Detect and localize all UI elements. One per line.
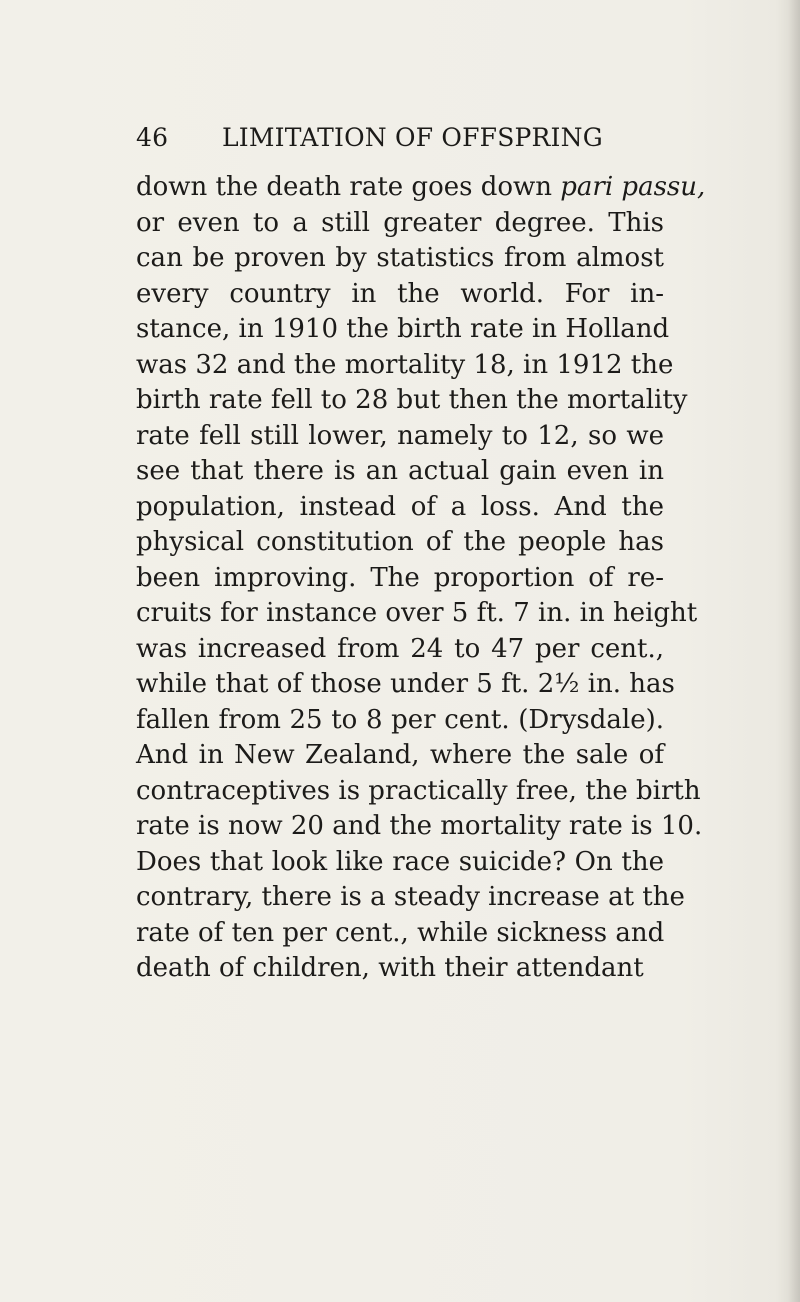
text-line <box>136 738 664 774</box>
text-line <box>136 845 664 881</box>
text-line <box>136 419 664 455</box>
running-title: LIMITATION OF OFFSPRING <box>222 123 603 152</box>
text-line-segment: fallen from 25 to 8 per cent. (Drysdale). <box>136 704 664 735</box>
text-line <box>136 632 664 668</box>
text-line-segment: Does that look like race suicide? On the <box>136 846 664 877</box>
text-line <box>136 667 675 703</box>
text-line-segment: cruits for instance over 5 ft. 7 in. in height <box>136 598 698 628</box>
text-line <box>136 206 664 242</box>
text-line-segment: stance, in 1910 the birth rate in Holland <box>136 314 670 344</box>
text-line <box>136 951 664 987</box>
text-line-segment: been improving. The proportion of re- <box>136 562 664 593</box>
text-line <box>136 383 688 419</box>
text-line <box>136 809 703 845</box>
text-line-segment: birth rate fell to 28 but then the mortality <box>136 385 688 415</box>
text-line-segment: rate is now 20 and the mortality rate is 10. <box>136 811 703 841</box>
text-line <box>136 241 664 277</box>
page-header <box>136 120 664 156</box>
text-line-segment: down the death rate goes down <box>136 172 561 202</box>
text-line-segment: every country in the world. For in- <box>136 278 664 309</box>
text-line <box>136 596 698 632</box>
text-line-segment: while that of those under 5 ft. 2½ in. has <box>136 669 675 699</box>
text-line <box>136 490 664 526</box>
text-line <box>136 916 664 952</box>
text-line <box>136 880 685 916</box>
text-line <box>136 774 701 810</box>
text-line <box>136 561 664 597</box>
text-line-segment: was 32 and the mortality 18, in 1912 the <box>136 349 674 380</box>
text-line-segment: And in New Zealand, where the sale of <box>136 740 664 770</box>
text-line-segment: see that there is an actual gain even in <box>136 456 664 486</box>
page-edge-shadow <box>788 0 800 1302</box>
text-line-segment: or even to a still greater degree. This <box>136 207 664 238</box>
text-line <box>136 170 706 206</box>
text-line-segment: rate fell still lower, namely to 12, so we <box>136 420 664 451</box>
text-line-segment: population, instead of a loss. And the <box>136 491 664 522</box>
text-line <box>136 525 664 561</box>
text-line <box>136 454 664 490</box>
text-line-segment: was increased from 24 to 47 per cent., <box>136 633 664 664</box>
text-line <box>136 348 674 384</box>
page-number: 46 <box>136 123 169 152</box>
text-line-segment: contraceptives is practically free, the birth <box>136 775 701 806</box>
italic-phrase: pari passu, <box>560 172 706 202</box>
text-line-segment: death of children, with their attendant <box>136 953 644 983</box>
text-line-segment: rate of ten per cent., while sickness and <box>136 917 665 948</box>
text-line <box>136 277 664 313</box>
text-line <box>136 703 664 739</box>
text-line <box>136 312 670 348</box>
body-text <box>136 170 706 987</box>
text-line-segment: can be proven by statistics from almost <box>136 243 664 273</box>
text-line-segment: physical constitution of the people has <box>136 527 664 557</box>
text-line-segment: contrary, there is a steady increase at the <box>136 882 685 912</box>
